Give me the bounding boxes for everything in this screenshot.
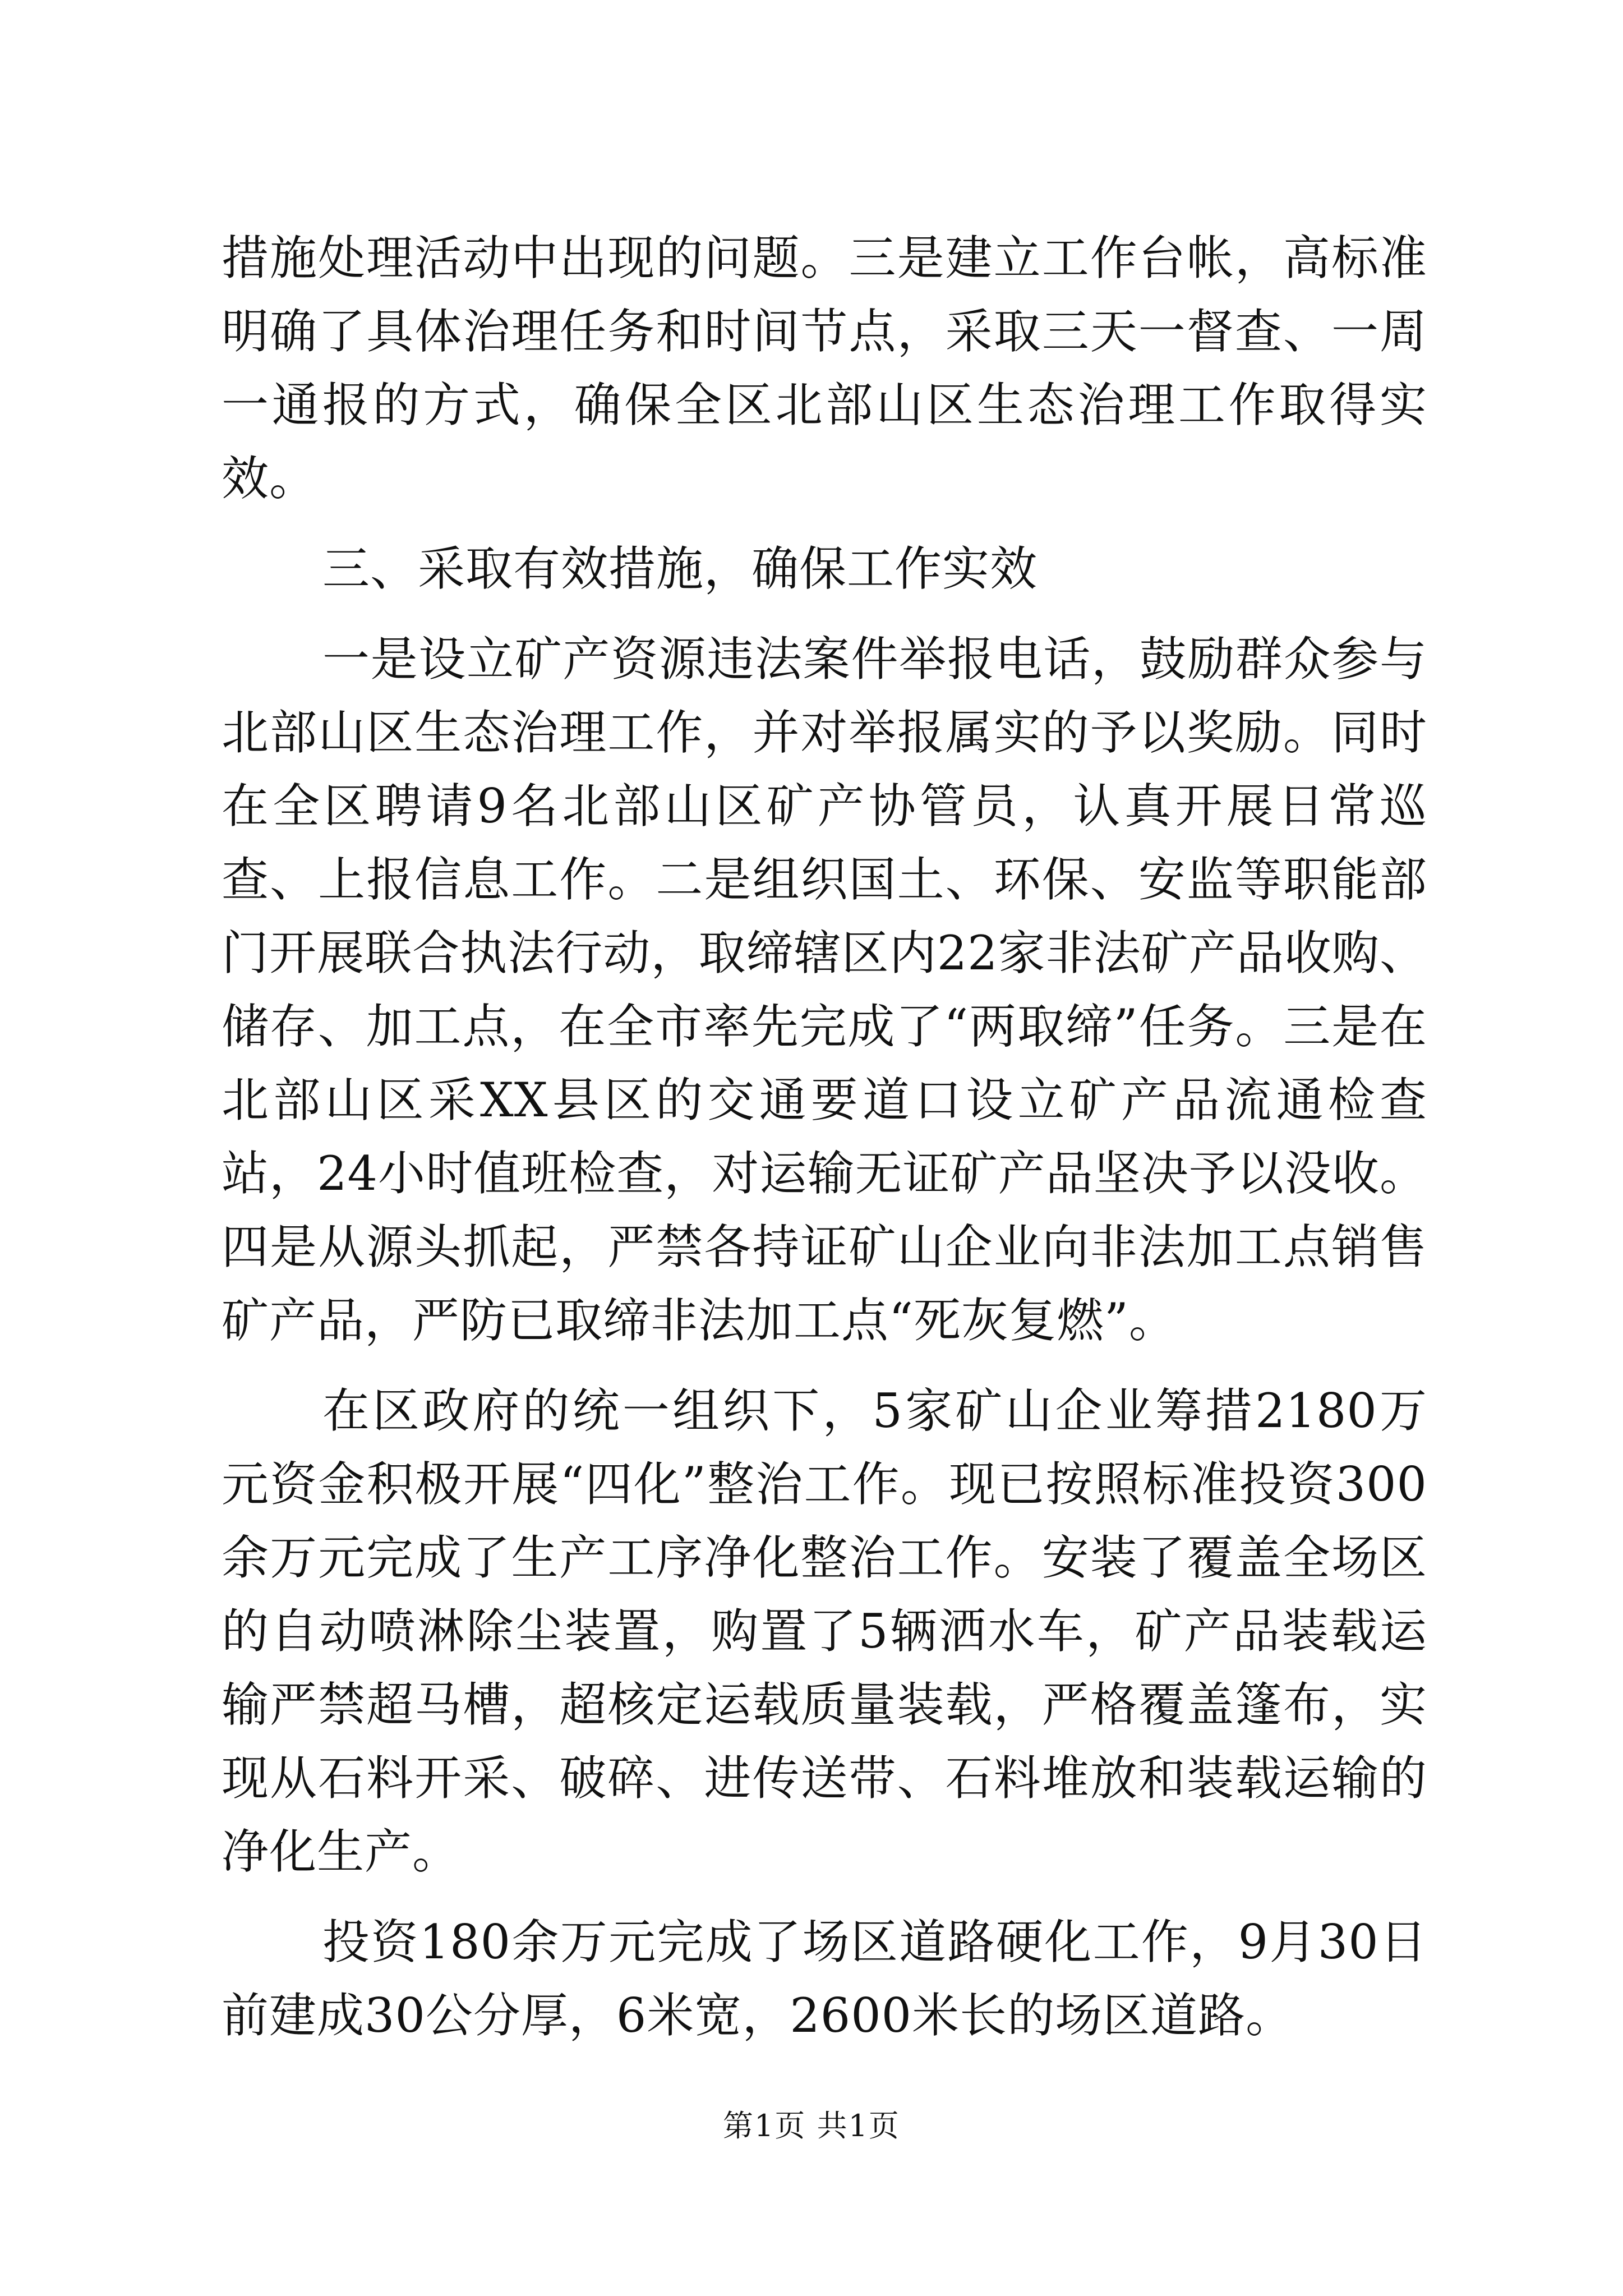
paragraph-measures: 一是设立矿产资源违法案件举报电话，鼓励群众参与北部山区生态治理工作，并对举报属实的予以奖励。同时在全区聘请9名北部山区矿产协管员，认真开展日常巡查、上报信息工作。二是组织国土、环保、安监等职能部门开展联合执法行动，取缔辖区内22家非法矿产品收购、储存、加工点，在全市率先完成了“两取缔”任务。三是在北部山区采XX县区的交通要道口设立矿产品流通检查站，24小时值班检查，对运输无证矿产品坚决予以没收。四是从源头抓起，严禁各持证矿山企业向非法加工点销售矿产品，严防已取缔非法加工点“死灰复燃”。: [222, 632, 1427, 1348]
document-body: [222, 222, 1427, 2053]
paragraph-rectification: 在区政府的统一组织下，5家矿山企业筹措2180万元资金积极开展“四化”整治工作。现已按照标准投资300余万元完成了生产工序净化整治工作。安装了覆盖全场区的自动喷淋除尘装置，购置了5辆洒水车，矿产品装载运输严禁超马槽，超核定运载质量装载，严格覆盖篷布，实现从石料开采、破碎、进传送带、石料堆放和装载运输的净化生产。: [222, 1383, 1427, 1879]
paragraph-continuation: 措施处理活动中出现的问题。三是建立工作台帐，高标准明确了具体治理任务和时间节点，采取三天一督查、一周一通报的方式，确保全区北部山区生态治理工作取得实效。: [222, 231, 1427, 506]
section-heading: 三、采取有效措施，确保工作实效: [322, 541, 1038, 596]
page-footer: 第1页 共1页: [723, 2108, 900, 2143]
paragraph-road-investment: 投资180余万元完成了场区道路硬化工作，9月30日前建成30公分厚，6米宽，2600米长的场区道路。: [222, 1915, 1427, 2043]
